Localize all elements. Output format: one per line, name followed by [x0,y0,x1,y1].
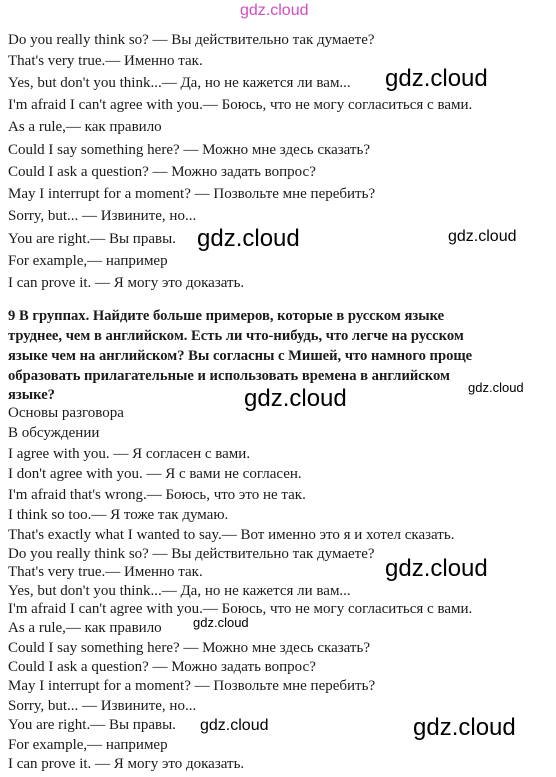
watermark: gdz.cloud [197,225,300,252]
phrase-line: Do you really think so? — Вы действительно так думаете? [8,546,375,562]
watermark: gdz.cloud [193,615,249,630]
phrase-line: May I interrupt for a moment? — Позвольте мне перебить? [8,186,376,202]
phrase-line: Could I say something here? — Можно мне здесь сказать? [8,640,370,656]
watermark: gdz.cloud [413,714,516,741]
watermark: gdz.cloud [468,380,524,395]
task-heading-line: труднее, чем в английском. Есть ли что-нибудь, что легче на русском [8,328,464,344]
phrase-line: Sorry, but... — Извините, но... [8,698,197,714]
phrase-line: I can prove it. — Я могу это доказать. [8,756,245,772]
phrase-line: I'm afraid I can't agree with you.— Боюсь, что не могу согласиться с вами. [8,97,473,113]
watermark: gdz.cloud [448,228,517,245]
task-heading-line: языке? [8,387,55,403]
task-heading-line: образовать прилагательные и использовать времена в английском [8,368,450,384]
phrase-line: Could I ask a question? — Можно задать вопрос? [8,659,316,675]
phrase-line: That's very true.— Именно так. [8,564,203,580]
phrase-line: You are right.— Вы правы. [8,717,176,733]
phrase-line: I can prove it. — Я могу это доказать. [8,275,245,291]
phrase-line: I think so too.— Я тоже так думаю. [8,507,229,523]
phrase-line: That's very true.— Именно так. [8,53,203,69]
watermark: gdz.cloud [200,717,269,734]
phrase-line: Sorry, but... — Извините, но... [8,208,197,224]
phrase-line: As a rule,— как правило [8,119,162,135]
phrase-line: I'm afraid that's wrong.— Боюсь, что это не так. [8,487,306,503]
phrase-line: Do you really think so? — Вы действительно так думаете? [8,32,375,48]
phrase-line: Yes, but don't you think...— Да, но не кажется ли вам... [8,75,351,91]
phrase-line: As a rule,— как правило [8,620,162,636]
watermark-top: gdz.cloud [240,2,309,19]
subsection-title: В обсуждении [8,425,100,441]
task-heading-line: языке чем на английском? Вы согласны с Мишей, что намного проще [8,348,473,364]
phrase-line: That's exactly what I wanted to say.— Вот именно это я и хотел сказать. [8,527,455,543]
phrase-line: Could I ask a question? — Можно задать вопрос? [8,164,316,180]
phrase-line: I agree with you. — Я согласен с вами. [8,446,251,462]
phrase-line: May I interrupt for a moment? — Позвольте мне перебить? [8,678,376,694]
phrase-line: Could I say something here? — Можно мне здесь сказать? [8,142,370,158]
phrase-line: For example,— например [8,253,168,269]
phrase-line: You are right.— Вы правы. [8,231,176,247]
phrase-line: For example,— например [8,737,168,753]
phrase-line: Yes, but don't you think...— Да, но не кажется ли вам... [8,583,351,599]
watermark: gdz.cloud [385,555,488,582]
section-title: Основы разговора [8,405,124,421]
phrase-line: I don't agree with you. — Я с вами не согласен. [8,466,302,482]
watermark: gdz.cloud [244,385,347,412]
phrase-line: I'm afraid I can't agree with you.— Боюсь, что не могу согласиться с вами. [8,601,473,617]
task-heading-line: 9 В группах. Найдите больше примеров, которые в русском языке [8,308,445,324]
watermark: gdz.cloud [385,65,488,92]
